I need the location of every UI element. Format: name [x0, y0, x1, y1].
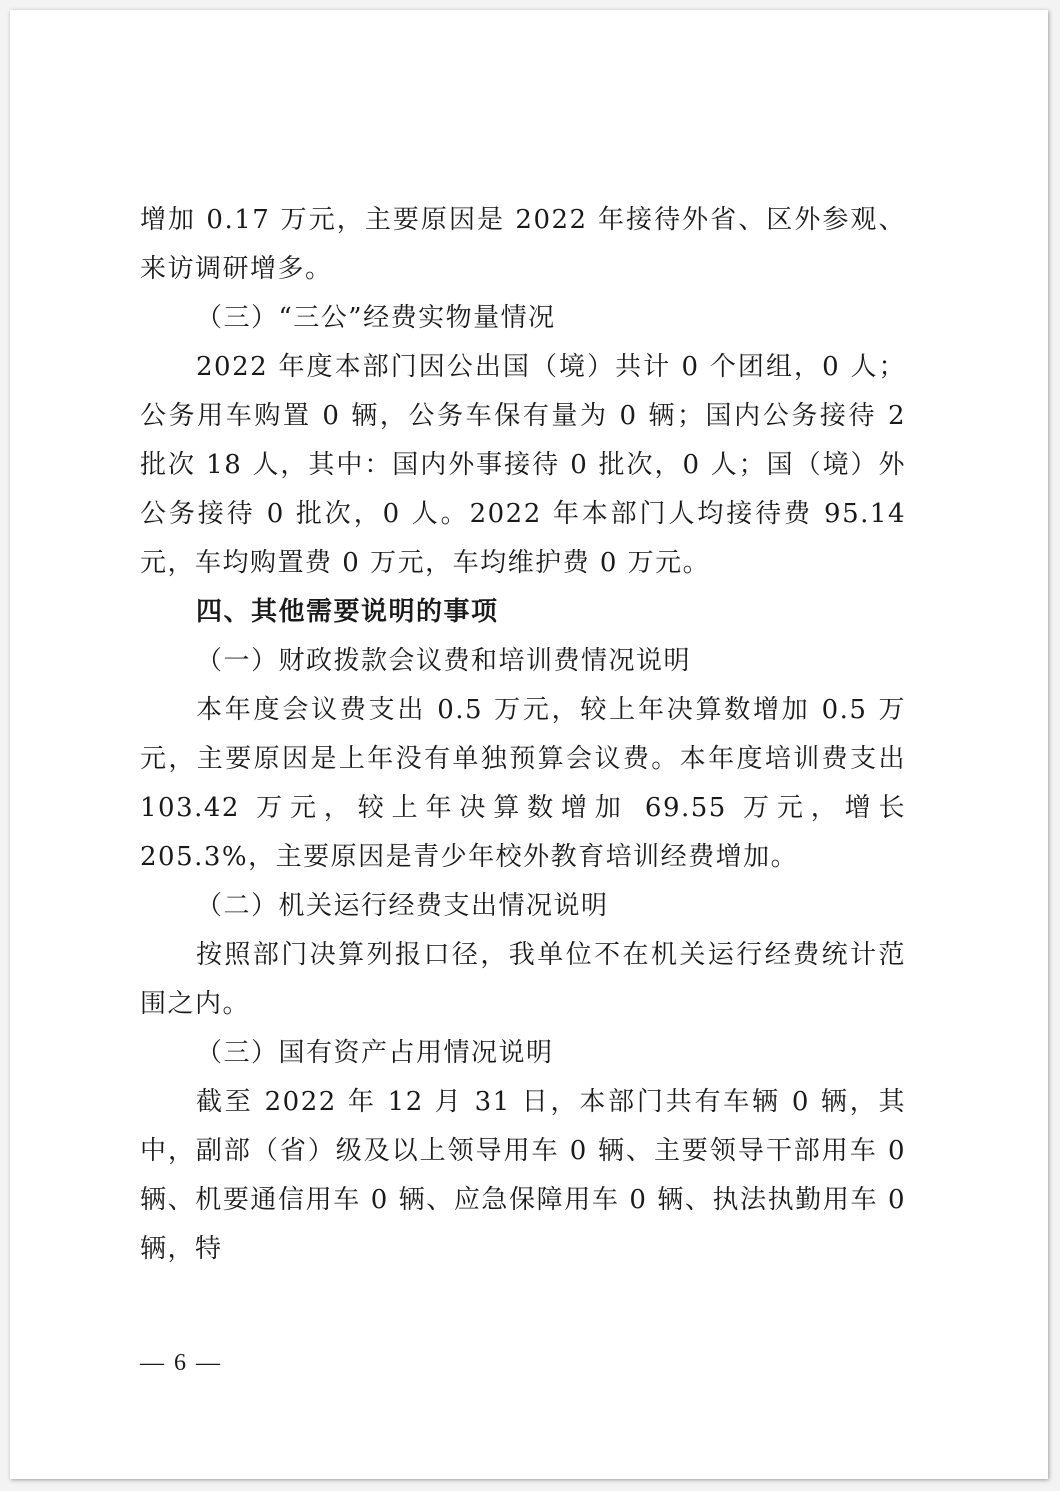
heading-meeting-training-fees: （一）财政拨款会议费和培训费情况说明 [196, 646, 692, 676]
paragraph-operating-expenses: 按照部门决算列报口径，我单位不在机关运行经费统计范围之内。 [140, 940, 906, 1019]
heading-state-assets: （三）国有资产占用情况说明 [196, 1038, 554, 1068]
paragraph-state-assets: 截至 2022 年 12 月 31 日，本部门共有车辆 0 辆，其中，副部（省）级及以上领导用车 0 辆、主要领导干部用车 0 辆、机要通信用车 0 辆、应急保障用车 0 辆、执法执勤用车 0 辆，特 [140, 1087, 906, 1264]
paragraph-meeting-training-fees: 本年度会议费支出 0.5 万元，较上年决算数增加 0.5 万元，主要原因是上年没有单独预算会议费。本年度培训费支出 103.42 万元，较上年决算数增加 69.55 万元，增长 205.3%，主要原因是青少年校外教育培训经费增加。 [140, 695, 906, 872]
heading-operating-expenses: （二）机关运行经费支出情况说明 [196, 891, 609, 921]
heading-three-public-quantities: （三）“三公”经费实物量情况 [196, 303, 556, 333]
page-number: — 6 — [140, 1350, 222, 1376]
paragraph-physical-quantities: 2022 年度本部门因公出国（境）共计 0 个团组，0 人；公务用车购置 0 辆，公务车保有量为 0 辆；国内公务接待 2 批次 18 人，其中：国内外事接待 0 批次，0 人；国（境）外公务接待 0 批次，0 人。2022 年本部门人均接待费 95.14 元，车均购置费 0 万元，车均维护费 0 万元。 [140, 352, 906, 578]
heading-other-matters: 四、其他需要说明的事项 [196, 597, 499, 627]
document-body [140, 196, 906, 1274]
paragraph-hospitality-increase: 增加 0.17 万元，主要原因是 2022 年接待外省、区外参观、来访调研增多。 [140, 205, 906, 284]
